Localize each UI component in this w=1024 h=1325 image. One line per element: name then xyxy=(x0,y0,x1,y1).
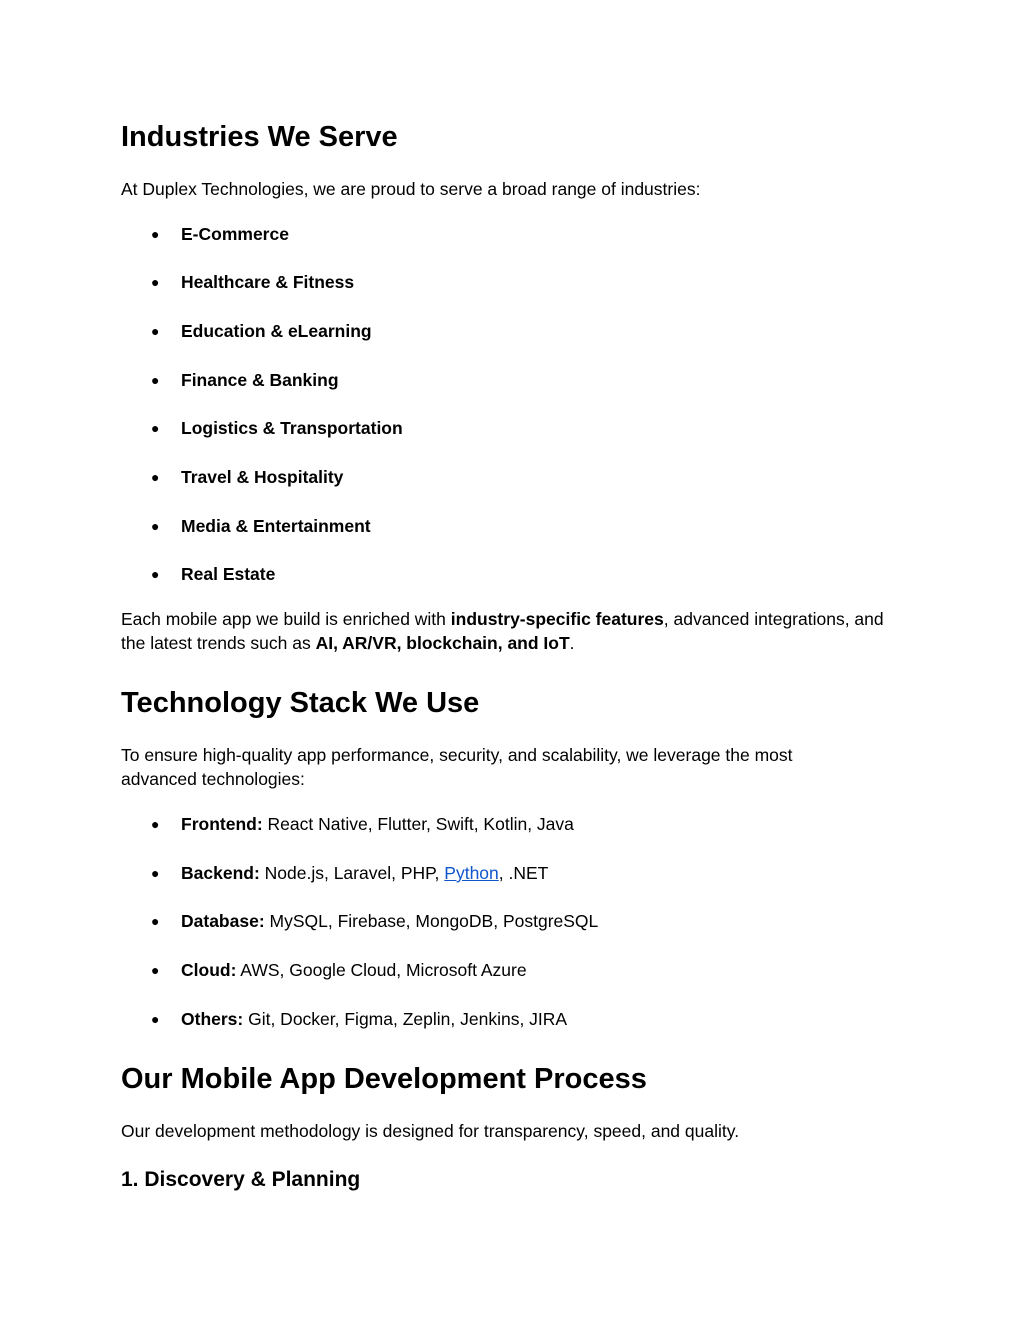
bullet-icon: ● xyxy=(151,816,160,832)
bullet-icon: ● xyxy=(151,518,160,534)
tech-label: Frontend: xyxy=(181,814,263,834)
bullet-icon: ● xyxy=(151,323,160,339)
bullet-icon: ● xyxy=(151,372,160,388)
tech-label: Others: xyxy=(181,1009,244,1029)
tech-item-frontend xyxy=(181,812,574,836)
process-intro: Our development methodology is designed for transparency, speed, and quality. xyxy=(121,1121,740,1141)
industry-item: E-Commerce xyxy=(181,224,289,244)
industry-item: Logistics & Transportation xyxy=(181,418,403,438)
industry-item: Travel & Hospitality xyxy=(181,467,344,487)
tech-label: Database: xyxy=(181,911,265,931)
tech-item-database xyxy=(181,909,598,933)
tech-value: AWS, Google Cloud, Microsoft Azure xyxy=(236,960,527,980)
industry-item: Healthcare & Fitness xyxy=(181,272,355,292)
tech-item-others xyxy=(181,1007,567,1031)
bullet-icon: ● xyxy=(151,566,160,582)
closing-text-3: . xyxy=(569,633,575,653)
tech-item-cloud xyxy=(181,958,527,982)
industry-item: Finance & Banking xyxy=(181,370,339,390)
industries-closing xyxy=(121,607,901,655)
bullet-icon: ● xyxy=(151,226,160,242)
heading-tech-text: Technology Stack We Use xyxy=(121,687,480,719)
tech-value-end: , .NET xyxy=(498,863,549,883)
heading-process-text: Our Mobile App Development Process xyxy=(121,1063,647,1095)
closing-text-1: Each mobile app we build is enriched with xyxy=(121,609,451,629)
industry-item: Media & Entertainment xyxy=(181,516,371,536)
tech-value: React Native, Flutter, Swift, Kotlin, Java xyxy=(262,814,574,834)
tech-value: Git, Docker, Figma, Zeplin, Jenkins, JIRA xyxy=(243,1009,568,1029)
tech-intro: To ensure high-quality app performance, security, and scalability, we leverage the most advanced technologies: xyxy=(121,745,793,789)
tech-value: Node.js, Laravel, PHP, xyxy=(259,863,445,883)
closing-bold-2: AI, AR/VR, blockchain, and IoT xyxy=(315,633,570,653)
heading-tech xyxy=(121,686,479,720)
bullet-icon: ● xyxy=(151,274,160,290)
tech-value: MySQL, Firebase, MongoDB, PostgreSQL xyxy=(264,911,599,931)
heading-industries-text: Industries We Serve xyxy=(121,121,398,153)
bullet-icon: ● xyxy=(151,865,160,881)
closing-text-2: , advanced integrations, and the latest trends such as xyxy=(121,609,884,653)
tech-label: Backend: xyxy=(181,863,260,883)
heading-industries xyxy=(121,120,398,154)
closing-bold-1: industry-specific features xyxy=(450,609,664,629)
bullet-icon: ● xyxy=(151,913,160,929)
industries-intro: At Duplex Technologies, we are proud to serve a broad range of industries: xyxy=(121,179,701,199)
industry-item: Education & eLearning xyxy=(181,321,372,341)
bullet-icon: ● xyxy=(151,962,160,978)
bullet-icon: ● xyxy=(151,1011,160,1027)
tech-label: Cloud: xyxy=(181,960,237,980)
industry-item: Real Estate xyxy=(181,564,276,584)
tech-item-backend xyxy=(181,861,548,885)
bullet-icon: ● xyxy=(151,469,160,485)
process-step-heading: 1. Discovery & Planning xyxy=(121,1168,361,1191)
heading-process xyxy=(121,1062,647,1096)
bullet-icon: ● xyxy=(151,420,160,436)
python-link[interactable]: Python xyxy=(444,863,499,883)
